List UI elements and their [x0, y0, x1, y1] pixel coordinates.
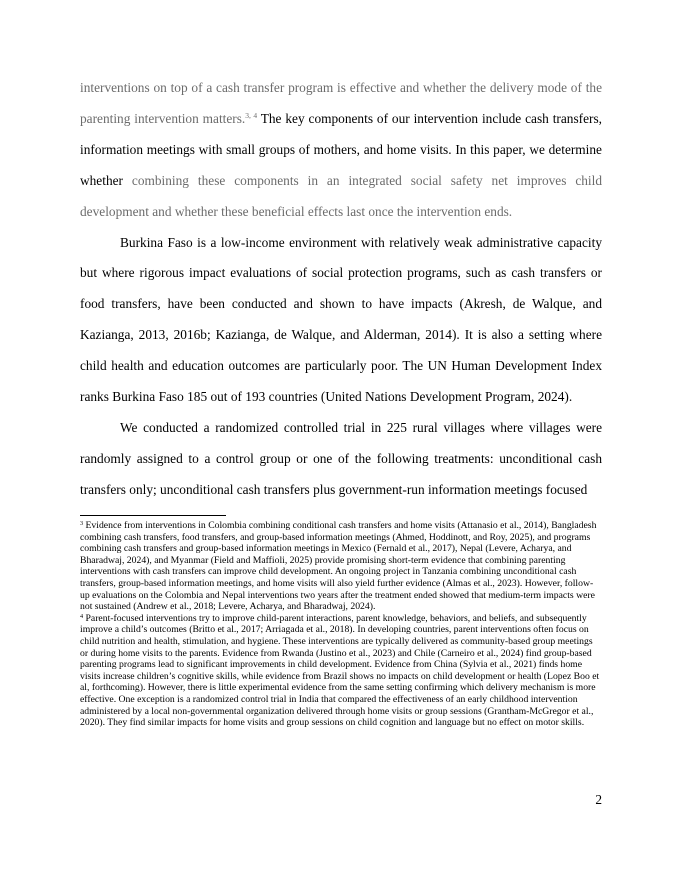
page-number: 2 [595, 792, 602, 807]
footnote-reference-3-4[interactable]: 3, 4 [245, 110, 258, 120]
footnote-separator [80, 515, 226, 516]
paragraph-3: We conducted a randomized controlled trial in 225 rural villages where villages were randomly assigned to a control group or one of the following treatments: unconditional cash transfers only; unconditional cash transfers plus government-run information meetings focused [80, 419, 602, 497]
footnote-4 [80, 613, 602, 729]
paragraph-1-middle: The key components of our intervention include cash transfers, information meetings with small groups of mothers, and home visits. In this paper, we determine whether [80, 110, 603, 188]
paragraph-1-highlighted-start: interventions on top of a cash transfer program is effective and whether the delivery mode of the parenting intervention matters. [80, 80, 602, 126]
footnote-3 [80, 520, 602, 613]
footnote-4-number: 4 [80, 612, 84, 620]
footnote-3-text: Evidence from interventions in Colombia combining conditional cash transfers and home visits (Attanasio et al., 2014), Bangladesh combining cash transfers, food transfers, and group-based information meetings (Ahmed, Hoddinott, and Roy, 2025), and programs combining cash transfers and group-based information meetings in Mexico (Fernald et al., 2017), Nepal (Levere, Acharya, and Bharadwaj, 2024), and Myanmar (Field and Maffioli, 2025) provide promising short-term evidence that combining parenting interventions with cash transfers can improve child development. An ongoing project in Tanzania combining unconditional cash transfers, group-based information meetings, and home visits will also yield further evidence (Almas et al., 2023). However, follow-up evaluations on the Colombia and Nepal interventions two years after the treatment ended showed that medium-term impacts were not sustained (Andrew et al., 2018; Levere, Acharya, and Bharadwaj, 2024). [80, 520, 597, 613]
paragraph-2: Burkina Faso is a low-income environment with relatively weak administrative capacity but where rigorous impact evaluations of social protection programs, such as cash transfers or food transfers, have been conducted and shown to have impacts (Akresh, de Walque, and Kazianga, 2013, 2016b; Kazianga, de Walque, and Alderman, 2014). It is also a setting where child health and education outcomes are particularly poor. The UN Human Development Index ranks Burkina Faso 185 out of 193 countries (United Nations Development Program, 2024). [80, 234, 602, 405]
paragraph-1-highlighted-end: combining these components in an integrated social safety net improves child development and whether these beneficial effects last once the intervention ends. [80, 172, 603, 219]
body-text [80, 73, 602, 506]
paragraph-1 [80, 73, 602, 228]
footnotes [80, 520, 602, 729]
footnote-4-text: Parent-focused interventions try to improve child-parent interactions, parent knowledge, behaviors, and beliefs, and subsequently improve a child’s outcomes (Britto et al., 2017; Arriagada et al., 2018). In developing countries, parent interventions often focus on child nutrition and health, stimulation, and hygiene. These interventions are typically delivered as community-based group meetings or during home visits to the parents. Evidence from Rwanda (Justino et al., 2023) and Chile (Carneiro et al., 2024) find group-based parenting programs lead to significant improvements in child development. Evidence from China (Sylvia et al., 2021) finds home visits increase children’s cognitive skills, while evidence from Brazil shows no impacts on child development or health (Lopez Boo et al, forthcoming). However, there is little experimental evidence from the same setting confirming which delivery mechanism is more effective. One exception is a randomized control trial in India that compared the effectiveness of an early childhood intervention administered by a local non-governmental organization delivered through home visits or group sessions (Grantham-McGregor et al., 2020). They find similar impacts for home visits and group sessions on child cognition and language but no effect on motor skills. [80, 612, 600, 729]
footnote-3-number: 3 [80, 520, 84, 527]
